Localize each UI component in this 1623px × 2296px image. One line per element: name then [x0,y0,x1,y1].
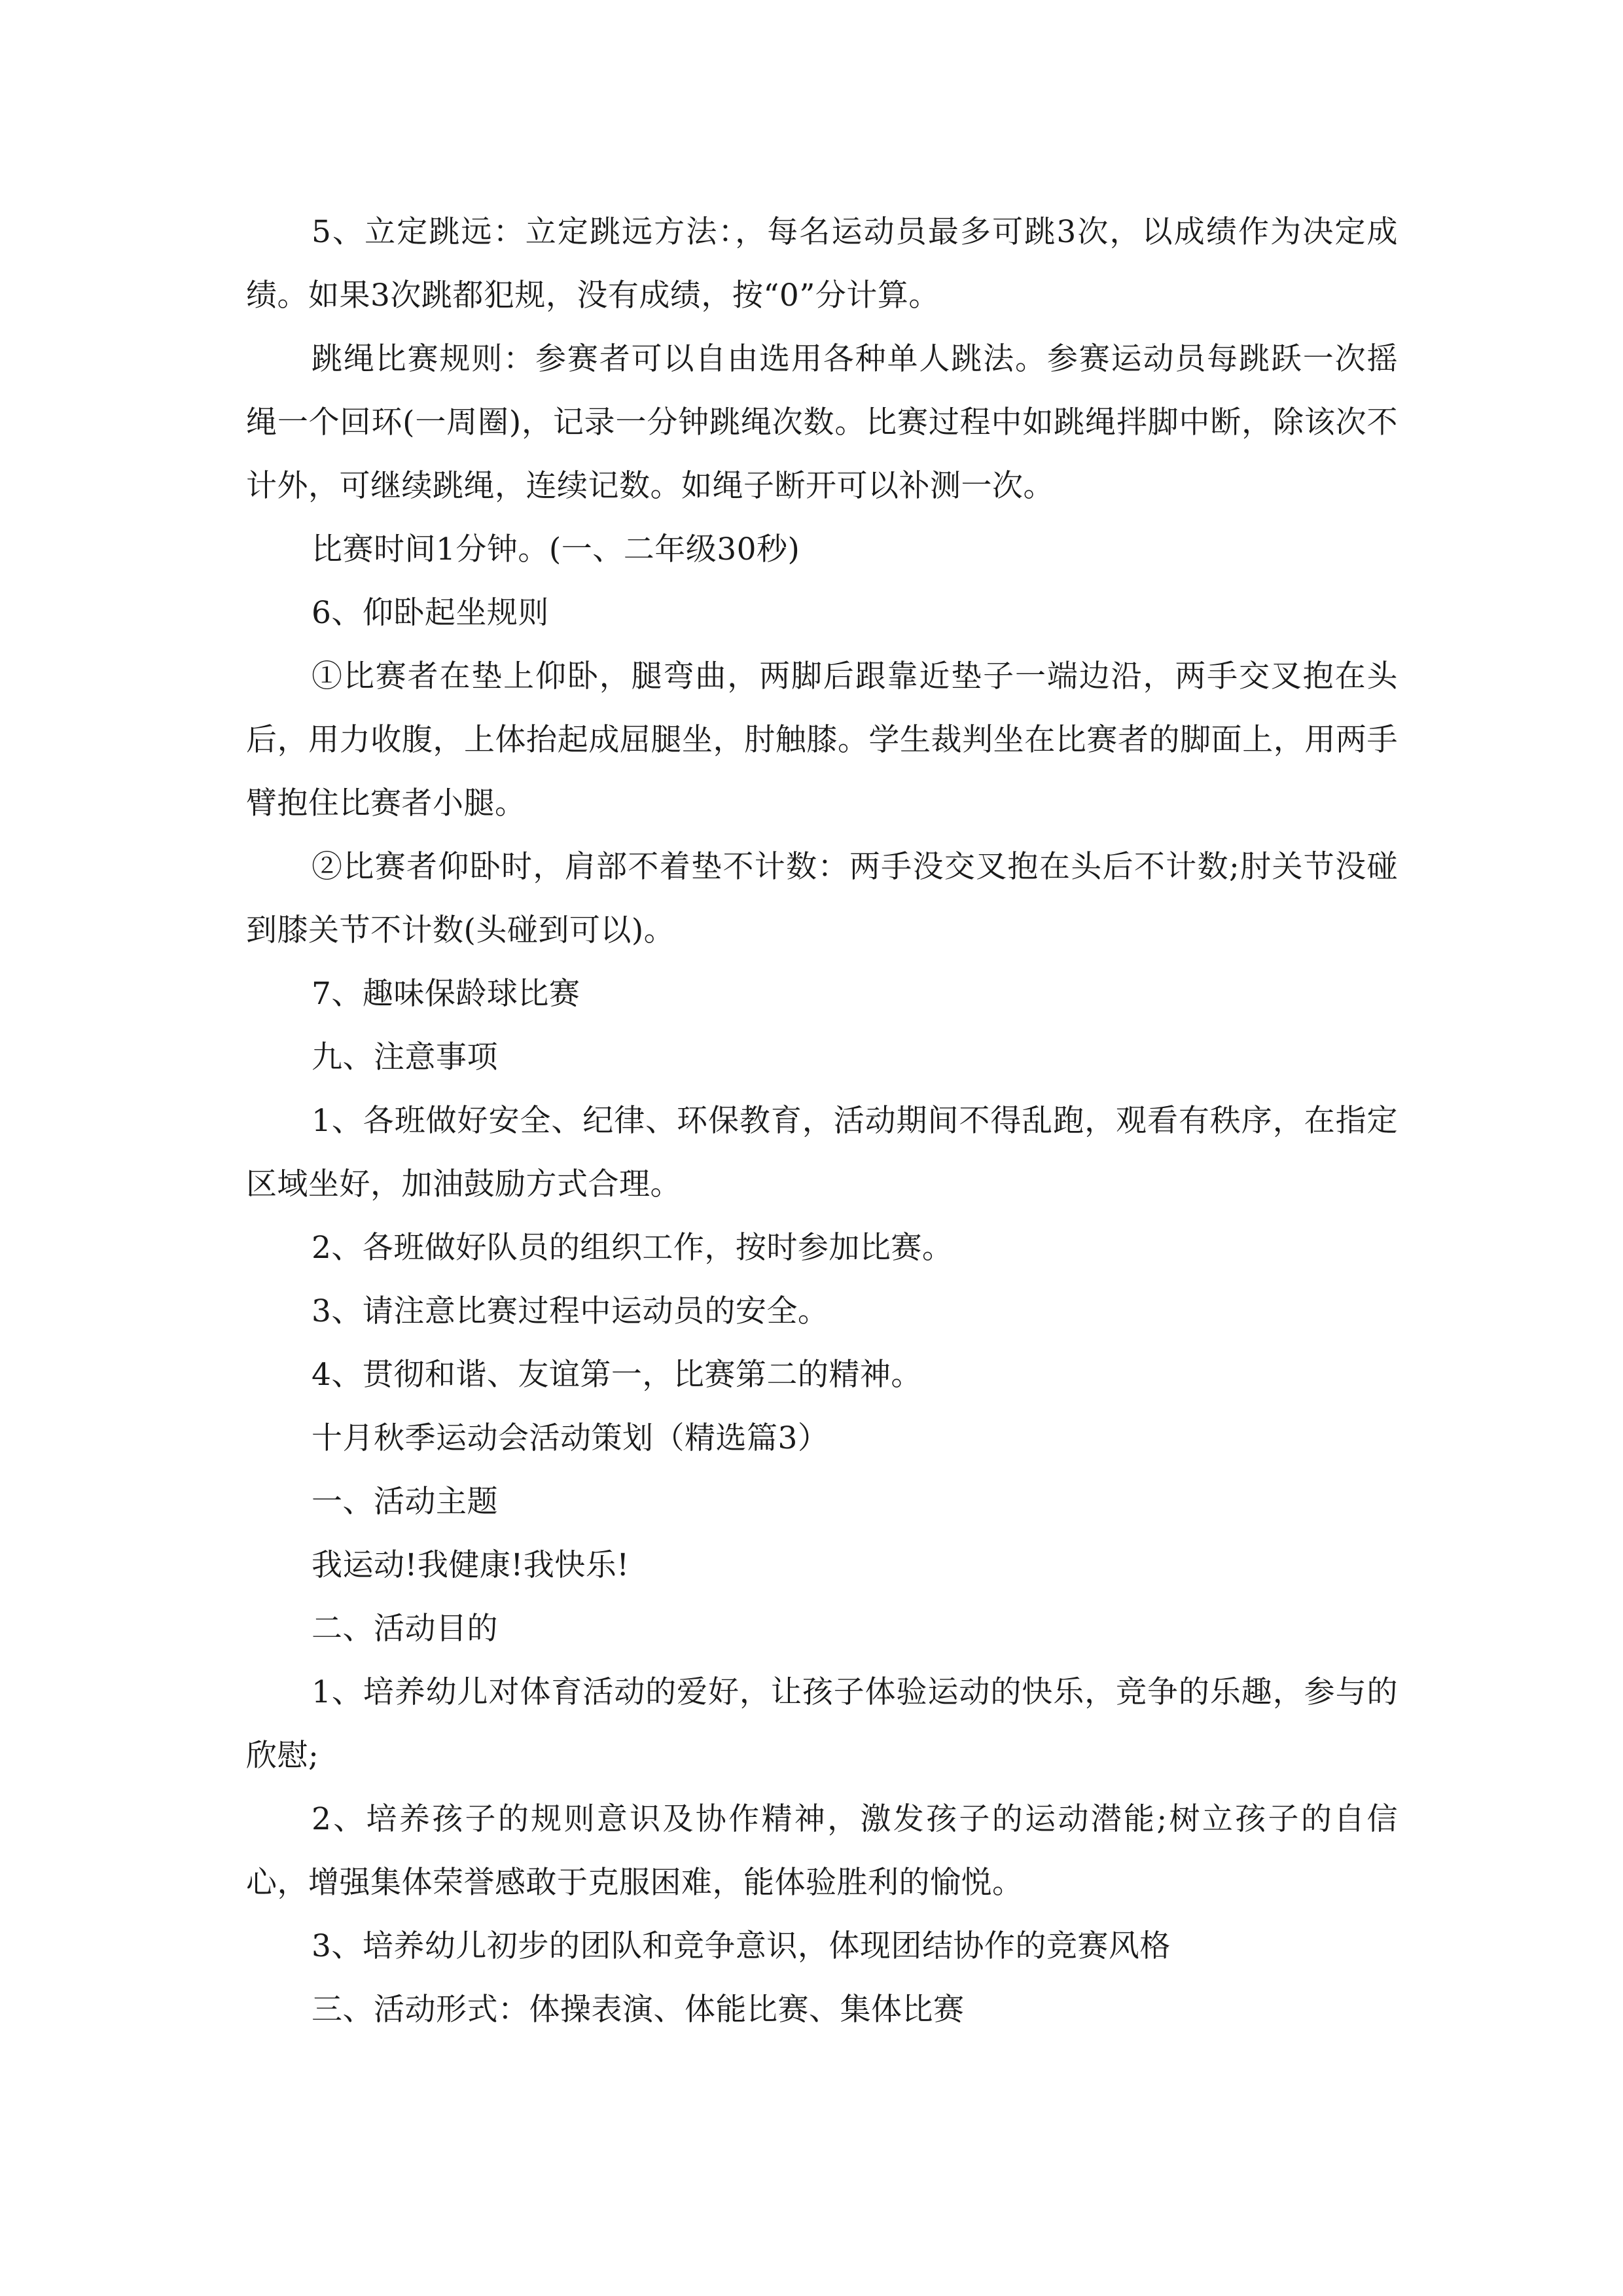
paragraph-note-2: 2、各班做好队员的组织工作，按时参加比赛。 [312,1230,954,1266]
paragraph-sit-up-rule-1: ①比赛者在垫上仰卧，腿弯曲，两脚后跟靠近垫子一端边沿，两手交叉抱在头后，用力收腹，上体抬起成屈腿坐，肘触膝。学生裁判坐在比赛者的脚面上，用两手臂抱住比赛者小腿。 [246,658,1398,821]
heading-sit-up-rules: 6、仰卧起坐规则 [312,595,549,631]
paragraph-theme-slogan: 我运动!我健康!我快乐! [312,1547,630,1583]
paragraph-jump-rope-rules: 跳绳比赛规则：参赛者可以自由选用各种单人跳法。参赛运动员每跳跃一次摇绳一个回环(一周圈)，记录一分钟跳绳次数。比赛过程中如跳绳拌脚中断，除该次不计外，可继续跳绳，连续记数。如绳子断开可以补测一次。 [246,341,1398,504]
paragraph-goal-1: 1、培养幼儿对体育活动的爱好，让孩子体验运动的快乐，竞争的乐趣，参与的欣慰; [246,1674,1398,1774]
paragraph-note-3: 3、请注意比赛过程中运动员的安全。 [312,1293,829,1329]
paragraph-match-time: 比赛时间1分钟。(一、二年级30秒) [312,531,800,567]
paragraph-long-jump-rules: 5、立定跳远：立定跳远方法：，每名运动员最多可跳3次，以成绩作为决定成绩。如果3次跳都犯规，没有成绩，按“0”分计算。 [246,214,1398,314]
heading-bowling-game: 7、趣味保龄球比赛 [312,976,580,1012]
paragraph-goal-2: 2、培养孩子的规则意识及协作精神，激发孩子的运动潜能;树立孩子的自信心，增强集体荣誉感敢于克服困难，能体验胜利的愉悦。 [246,1801,1398,1901]
paragraph-sit-up-rule-2: ②比赛者仰卧时，肩部不着垫不计数：两手没交叉抱在头后不计数;肘关节没碰到膝关节不计数(头碰到可以)。 [246,849,1398,948]
document-body [246,200,1398,2041]
heading-notes: 九、注意事项 [312,1039,498,1075]
heading-activity-forms: 三、活动形式：体操表演、体能比赛、集体比赛 [312,1992,965,2028]
paragraph-note-4: 4、贯彻和谐、友谊第一，比赛第二的精神。 [312,1357,922,1393]
section-title-plan-3: 十月秋季运动会活动策划（精选篇3） [312,1420,829,1456]
paragraph-goal-3: 3、培养幼儿初步的团队和竞争意识，体现团结协作的竞赛风格 [312,1928,1171,1964]
paragraph-note-1: 1、各班做好安全、纪律、环保教育，活动期间不得乱跑，观看有秩序，在指定区域坐好，加油鼓励方式合理。 [246,1103,1398,1202]
heading-activity-theme: 一、活动主题 [312,1484,498,1520]
heading-activity-goals: 二、活动目的 [312,1611,498,1647]
